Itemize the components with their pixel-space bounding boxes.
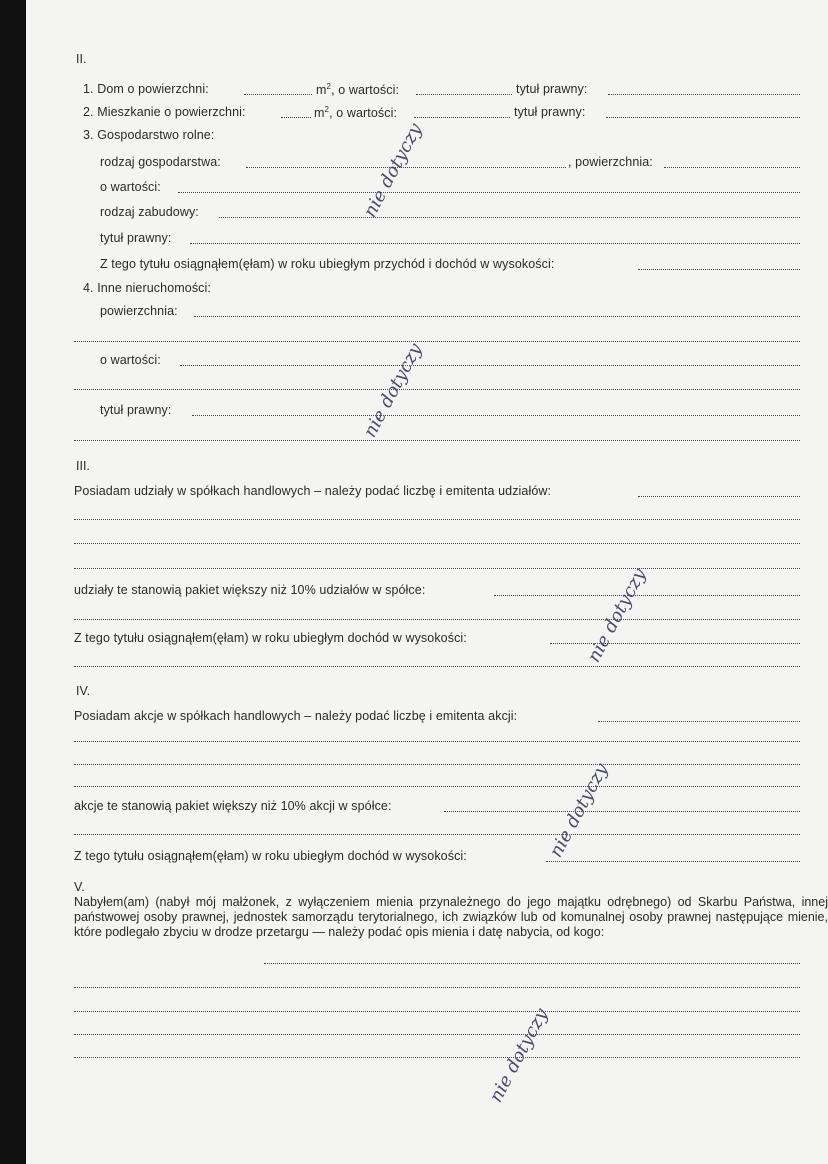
shares-field-3[interactable]: [74, 543, 800, 544]
farm-area-field[interactable]: [664, 167, 800, 168]
farm-heading: 3. Gospodarstwo rolne:: [83, 128, 215, 142]
stocks-income-label: Z tego tytułu osiągnąłem(ęłam) w roku ubiegłym dochód w wysokości:: [74, 849, 467, 863]
stocks-over10-field[interactable]: [444, 811, 800, 812]
other-area-label: powierzchnia:: [100, 304, 178, 318]
stocks-field-3[interactable]: [74, 764, 800, 765]
farm-type-label: rodzaj gospodarstwa:: [100, 155, 221, 169]
acquired-property-field-3[interactable]: [74, 1011, 800, 1012]
other-value-field[interactable]: [180, 365, 800, 366]
section-V-heading: V.: [74, 880, 85, 894]
flat-area-field[interactable]: [281, 117, 311, 118]
other-value-field-2[interactable]: [74, 389, 800, 390]
farm-income-field[interactable]: [638, 269, 800, 270]
shares-field-2[interactable]: [74, 519, 800, 520]
other-title-label: tytuł prawny:: [100, 403, 172, 417]
house-area-field[interactable]: [244, 94, 312, 95]
handwritten-note-3: nie dotyczy: [583, 565, 651, 666]
flat-area-label: 2. Mieszkanie o powierzchni:: [83, 105, 246, 119]
stocks-over10-label: akcje te stanowią pakiet większy niż 10% akcji w spółce:: [74, 799, 392, 813]
form-page: [26, 0, 828, 1164]
other-property-heading: 4. Inne nieruchomości:: [83, 281, 211, 295]
stocks-over10-field-2[interactable]: [74, 834, 800, 835]
stocks-field-4[interactable]: [74, 786, 800, 787]
shares-field-4[interactable]: [74, 568, 800, 569]
handwritten-note-2: nie dotyczy: [359, 340, 427, 441]
flat-value-label: $m^2$, o wartości:: [314, 105, 398, 121]
house-value-label: $m^2$, o wartości:: [316, 82, 400, 98]
shares-income-label: Z tego tytułu osiągnąłem(ęłam) w roku ubiegłym dochód w wysokości:: [74, 631, 467, 645]
stocks-field[interactable]: [598, 721, 800, 722]
flat-title-field[interactable]: [606, 117, 800, 118]
stocks-label: Posiadam akcje w spółkach handlowych – należy podać liczbę i emitenta akcji:: [74, 709, 518, 723]
acquired-property-field-4[interactable]: [74, 1034, 800, 1035]
acquired-property-field[interactable]: [264, 963, 800, 964]
other-area-field-2[interactable]: [74, 341, 800, 342]
shares-over10-field[interactable]: [494, 595, 800, 596]
section-II-heading: II.: [76, 52, 87, 66]
shares-income-field-2[interactable]: [74, 666, 800, 667]
flat-title-label: tytuł prawny:: [514, 105, 586, 119]
shares-over10-field-2[interactable]: [74, 619, 800, 620]
section-IV-heading: IV.: [76, 684, 91, 698]
acquired-property-field-5[interactable]: [74, 1057, 800, 1058]
stocks-income-field[interactable]: [546, 861, 800, 862]
shares-income-field[interactable]: [550, 643, 800, 644]
shares-field[interactable]: [638, 496, 800, 497]
shares-over10-label: udziały te stanowią pakiet większy niż 10% udziałów w spółce:: [74, 583, 426, 597]
scan-edge: [0, 0, 26, 1164]
other-area-field[interactable]: [194, 316, 800, 317]
farm-title-label: tytuł prawny:: [100, 231, 172, 245]
farm-income-label: Z tego tytułu osiągnąłem(ęłam) w roku ubiegłym przychód i dochód w wysokości:: [100, 257, 555, 271]
shares-label: Posiadam udziały w spółkach handlowych – należy podać liczbę i emitenta udziałów:: [74, 484, 552, 498]
acquired-property-field-2[interactable]: [74, 987, 800, 988]
house-area-label: 1. Dom o powierzchni:: [83, 82, 209, 96]
acquired-property-text: Nabyłem(am) (nabył mój małżonek, z wyłączeniem mienia przynależnego do jego majątku odrębnego) od Skarbu Państwa, innej państwowej osoby prawnej, jednostek samorządu terytorialnego, ich związków lub od komunalnej osoby prawnej następujące mienie, które podlegało zbyciu w drodze przetargu — należy podać opis mienia i datę nabycia, od kogo:: [74, 895, 828, 939]
house-value-field[interactable]: [416, 94, 512, 95]
other-value-label: o wartości:: [100, 353, 161, 367]
section-III-heading: III.: [76, 459, 90, 473]
farm-value-field[interactable]: [178, 192, 800, 193]
farm-title-field[interactable]: [190, 243, 800, 244]
farm-area-label: , powierzchnia:: [568, 155, 653, 169]
handwritten-note-4: nie dotyczy: [545, 760, 613, 861]
stocks-field-2[interactable]: [74, 741, 800, 742]
house-title-field[interactable]: [608, 94, 800, 95]
farm-value-label: o wartości:: [100, 180, 161, 194]
handwritten-note-5: nie dotyczy: [485, 1005, 553, 1106]
other-title-field[interactable]: [192, 415, 800, 416]
flat-value-field[interactable]: [414, 117, 510, 118]
handwritten-note-1: nie dotyczy: [359, 120, 427, 221]
farm-buildings-field[interactable]: [219, 217, 800, 218]
other-title-field-2[interactable]: [74, 440, 800, 441]
house-title-label: tytuł prawny:: [516, 82, 588, 96]
farm-buildings-label: rodzaj zabudowy:: [100, 205, 199, 219]
